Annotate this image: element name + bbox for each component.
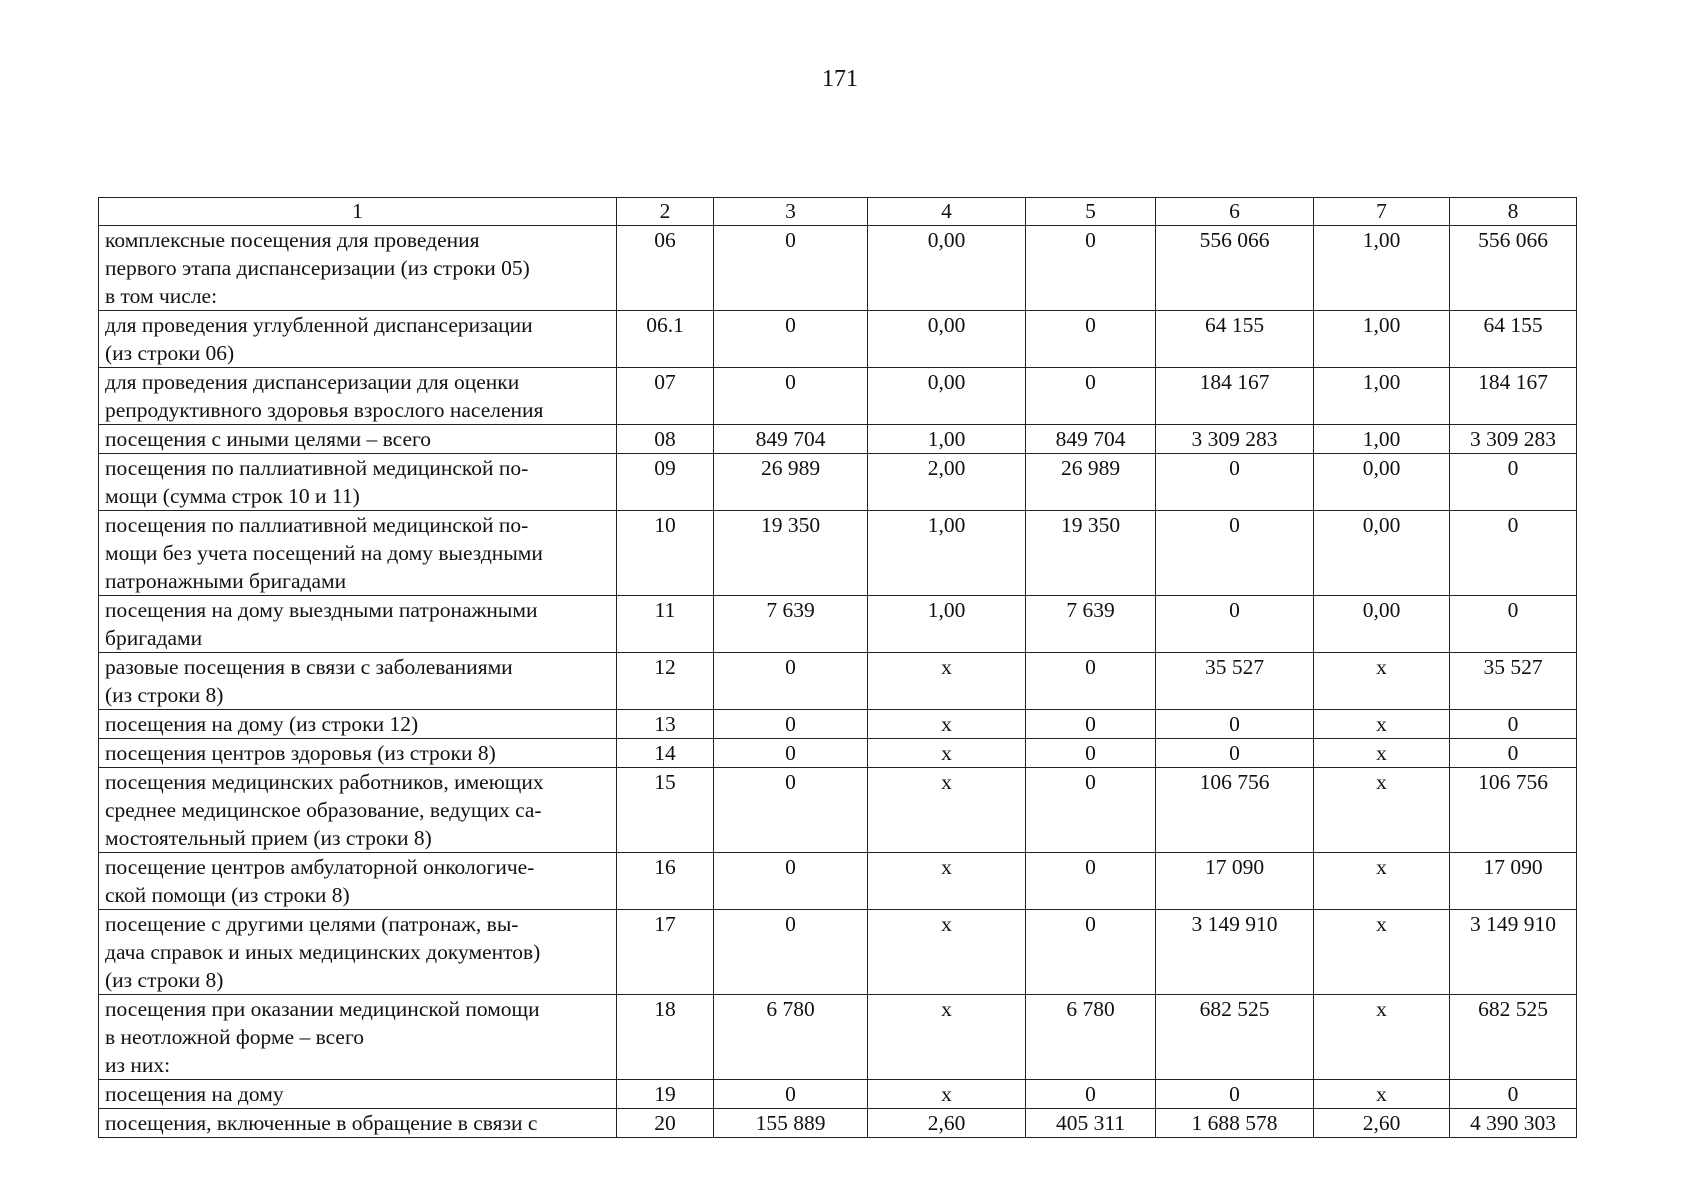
col7-cell: х: [1314, 910, 1450, 995]
row-label-line: посещения, включенные в обращение в связи с: [105, 1111, 538, 1135]
col4-cell: 1,00: [868, 425, 1026, 454]
col3-cell: 0: [714, 768, 868, 853]
row-code-cell: 13: [617, 710, 714, 739]
col4-cell: х: [868, 653, 1026, 710]
table-row: [99, 910, 1577, 995]
col8-cell: 3 149 910: [1450, 910, 1577, 995]
statistics-table: [98, 197, 1577, 1138]
row-label-line: первого этапа диспансеризации (из строки 05): [105, 256, 530, 280]
row-label-cell: [99, 710, 617, 739]
col6-cell: 0: [1156, 1080, 1314, 1109]
table-row: [99, 425, 1577, 454]
page-number: 171: [822, 66, 858, 92]
col8-cell: 0: [1450, 1080, 1577, 1109]
row-label-cell: [99, 768, 617, 853]
row-code-cell: 06: [617, 226, 714, 311]
table-row: [99, 710, 1577, 739]
col7-cell: 1,00: [1314, 368, 1450, 425]
col3-cell: 155 889: [714, 1109, 868, 1138]
col6-cell: 3 149 910: [1156, 910, 1314, 995]
col3-cell: 7 639: [714, 596, 868, 653]
col7-cell: 0,00: [1314, 511, 1450, 596]
table-row: [99, 768, 1577, 853]
row-label-line: (из строки 06): [105, 341, 235, 365]
row-label-cell: [99, 1080, 617, 1109]
col5-cell: 0: [1026, 768, 1156, 853]
col3-cell: 0: [714, 853, 868, 910]
row-label-line: посещения по паллиативной медицинской по-: [105, 456, 529, 480]
col3-cell: 0: [714, 368, 868, 425]
col3-cell: 0: [714, 311, 868, 368]
table-row: [99, 511, 1577, 596]
table-row: [99, 739, 1577, 768]
col7-cell: х: [1314, 853, 1450, 910]
row-label-line: мостоятельный прием (из строки 8): [105, 826, 432, 850]
row-label-line: среднее медицинское образование, ведущих са-: [105, 798, 542, 822]
row-code-cell: 16: [617, 853, 714, 910]
col7-cell: 1,00: [1314, 226, 1450, 311]
table-row: [99, 653, 1577, 710]
row-label-line: посещение с другими целями (патронаж, вы-: [105, 912, 519, 936]
table-row: [99, 853, 1577, 910]
row-label-line: посещения на дому выездными патронажными: [105, 598, 538, 622]
col6-cell: 0: [1156, 596, 1314, 653]
row-code-cell: 18: [617, 995, 714, 1080]
row-label-line: ской помощи (из строки 8): [105, 883, 350, 907]
row-code-cell: 20: [617, 1109, 714, 1138]
col4-cell: 0,00: [868, 368, 1026, 425]
row-code-cell: 08: [617, 425, 714, 454]
col3-cell: 0: [714, 710, 868, 739]
col6-cell: 0: [1156, 710, 1314, 739]
column-header: 7: [1314, 198, 1450, 226]
col7-cell: х: [1314, 653, 1450, 710]
col5-cell: 405 311: [1026, 1109, 1156, 1138]
col5-cell: 0: [1026, 853, 1156, 910]
col3-cell: 0: [714, 1080, 868, 1109]
row-label-cell: [99, 454, 617, 511]
col5-cell: 0: [1026, 739, 1156, 768]
row-code-cell: 12: [617, 653, 714, 710]
col7-cell: х: [1314, 710, 1450, 739]
col4-cell: 0,00: [868, 311, 1026, 368]
col8-cell: 0: [1450, 454, 1577, 511]
row-code-cell: 07: [617, 368, 714, 425]
col4-cell: х: [868, 710, 1026, 739]
col4-cell: 1,00: [868, 511, 1026, 596]
column-header: 6: [1156, 198, 1314, 226]
col8-cell: 106 756: [1450, 768, 1577, 853]
col5-cell: 0: [1026, 368, 1156, 425]
row-label-line: бригадами: [105, 626, 203, 650]
row-label-cell: [99, 995, 617, 1080]
row-label-line: мощи (сумма строк 10 и 11): [105, 484, 360, 508]
row-label-cell: [99, 425, 617, 454]
row-label-line: патронажными бригадами: [105, 569, 347, 593]
col4-cell: х: [868, 853, 1026, 910]
col5-cell: 0: [1026, 653, 1156, 710]
table-row: [99, 368, 1577, 425]
col6-cell: 106 756: [1156, 768, 1314, 853]
row-label-line: (из строки 8): [105, 968, 224, 992]
row-code-cell: 11: [617, 596, 714, 653]
col3-cell: 19 350: [714, 511, 868, 596]
row-label-line: комплексные посещения для проведения: [105, 228, 480, 252]
col8-cell: 64 155: [1450, 311, 1577, 368]
col4-cell: 2,60: [868, 1109, 1026, 1138]
col8-cell: 35 527: [1450, 653, 1577, 710]
column-header: 2: [617, 198, 714, 226]
row-label-line: посещения с иными целями – всего: [105, 427, 432, 451]
col4-cell: х: [868, 995, 1026, 1080]
col8-cell: 0: [1450, 511, 1577, 596]
col5-cell: 19 350: [1026, 511, 1156, 596]
row-code-cell: 17: [617, 910, 714, 995]
row-label-line: разовые посещения в связи с заболеваниями: [105, 655, 513, 679]
row-label-line: в том числе:: [105, 284, 218, 308]
col7-cell: 0,00: [1314, 596, 1450, 653]
column-header: 3: [714, 198, 868, 226]
col6-cell: 682 525: [1156, 995, 1314, 1080]
row-label-cell: [99, 910, 617, 995]
col3-cell: 849 704: [714, 425, 868, 454]
col3-cell: 6 780: [714, 995, 868, 1080]
row-label-line: посещения при оказании медицинской помощи: [105, 997, 540, 1021]
table-row: [99, 454, 1577, 511]
col8-cell: 17 090: [1450, 853, 1577, 910]
row-label-cell: [99, 739, 617, 768]
col6-cell: 35 527: [1156, 653, 1314, 710]
col7-cell: 1,00: [1314, 311, 1450, 368]
column-header: 5: [1026, 198, 1156, 226]
col3-cell: 0: [714, 653, 868, 710]
col7-cell: 1,00: [1314, 425, 1450, 454]
col7-cell: х: [1314, 739, 1450, 768]
col3-cell: 0: [714, 739, 868, 768]
col6-cell: 0: [1156, 454, 1314, 511]
col5-cell: 7 639: [1026, 596, 1156, 653]
row-code-cell: 10: [617, 511, 714, 596]
table-row: [99, 995, 1577, 1080]
table-row: [99, 596, 1577, 653]
col4-cell: 2,00: [868, 454, 1026, 511]
col8-cell: 0: [1450, 710, 1577, 739]
table-row: [99, 311, 1577, 368]
row-label-line: посещения на дому: [105, 1082, 284, 1106]
col6-cell: 0: [1156, 739, 1314, 768]
col8-cell: 0: [1450, 739, 1577, 768]
row-code-cell: 14: [617, 739, 714, 768]
table-row: [99, 1080, 1577, 1109]
column-header: 8: [1450, 198, 1577, 226]
row-label-line: посещения на дому (из строки 12): [105, 712, 419, 736]
col6-cell: 64 155: [1156, 311, 1314, 368]
col6-cell: 184 167: [1156, 368, 1314, 425]
row-label-cell: [99, 596, 617, 653]
col8-cell: 184 167: [1450, 368, 1577, 425]
col7-cell: 2,60: [1314, 1109, 1450, 1138]
column-header: 1: [99, 198, 617, 226]
row-label-line: посещения медицинских работников, имеющих: [105, 770, 544, 794]
col8-cell: 3 309 283: [1450, 425, 1577, 454]
col3-cell: 0: [714, 226, 868, 311]
row-label-cell: [99, 853, 617, 910]
col4-cell: х: [868, 739, 1026, 768]
row-code-cell: 06.1: [617, 311, 714, 368]
col5-cell: 849 704: [1026, 425, 1156, 454]
col6-cell: 17 090: [1156, 853, 1314, 910]
row-label-cell: [99, 1109, 617, 1138]
col3-cell: 26 989: [714, 454, 868, 511]
row-label-cell: [99, 226, 617, 311]
col6-cell: 1 688 578: [1156, 1109, 1314, 1138]
col8-cell: 0: [1450, 596, 1577, 653]
row-label-line: для проведения углубленной диспансеризации: [105, 313, 533, 337]
row-label-line: посещения по паллиативной медицинской по-: [105, 513, 529, 537]
col4-cell: х: [868, 910, 1026, 995]
row-label-line: посещение центров амбулаторной онкологиче-: [105, 855, 535, 879]
row-label-cell: [99, 311, 617, 368]
row-label-line: дача справок и иных медицинских документов): [105, 940, 541, 964]
col7-cell: х: [1314, 995, 1450, 1080]
col5-cell: 0: [1026, 311, 1156, 368]
col8-cell: 4 390 303: [1450, 1109, 1577, 1138]
col6-cell: 0: [1156, 511, 1314, 596]
col3-cell: 0: [714, 910, 868, 995]
row-label-line: в неотложной форме – всего: [105, 1025, 364, 1049]
col7-cell: 0,00: [1314, 454, 1450, 511]
table-body: [99, 226, 1577, 1138]
col4-cell: х: [868, 1080, 1026, 1109]
row-label-line: для проведения диспансеризации для оценки: [105, 370, 520, 394]
col4-cell: х: [868, 768, 1026, 853]
col5-cell: 26 989: [1026, 454, 1156, 511]
table-row: [99, 226, 1577, 311]
row-label-line: мощи без учета посещений на дому выездными: [105, 541, 543, 565]
col6-cell: 3 309 283: [1156, 425, 1314, 454]
col8-cell: 556 066: [1450, 226, 1577, 311]
col5-cell: 0: [1026, 910, 1156, 995]
row-label-line: (из строки 8): [105, 683, 224, 707]
row-label-line: из них:: [105, 1053, 171, 1077]
row-label-cell: [99, 653, 617, 710]
column-header: 4: [868, 198, 1026, 226]
row-label-cell: [99, 511, 617, 596]
col4-cell: 1,00: [868, 596, 1026, 653]
col7-cell: х: [1314, 1080, 1450, 1109]
col4-cell: 0,00: [868, 226, 1026, 311]
col5-cell: 6 780: [1026, 995, 1156, 1080]
table-row: [99, 1109, 1577, 1138]
column-number-row: [99, 198, 1577, 226]
row-label-line: посещения центров здоровья (из строки 8): [105, 741, 496, 765]
col5-cell: 0: [1026, 710, 1156, 739]
row-code-cell: 19: [617, 1080, 714, 1109]
col5-cell: 0: [1026, 226, 1156, 311]
row-code-cell: 09: [617, 454, 714, 511]
col7-cell: х: [1314, 768, 1450, 853]
col6-cell: 556 066: [1156, 226, 1314, 311]
row-code-cell: 15: [617, 768, 714, 853]
col8-cell: 682 525: [1450, 995, 1577, 1080]
row-label-cell: [99, 368, 617, 425]
row-label-line: репродуктивного здоровья взрослого населения: [105, 398, 544, 422]
col5-cell: 0: [1026, 1080, 1156, 1109]
